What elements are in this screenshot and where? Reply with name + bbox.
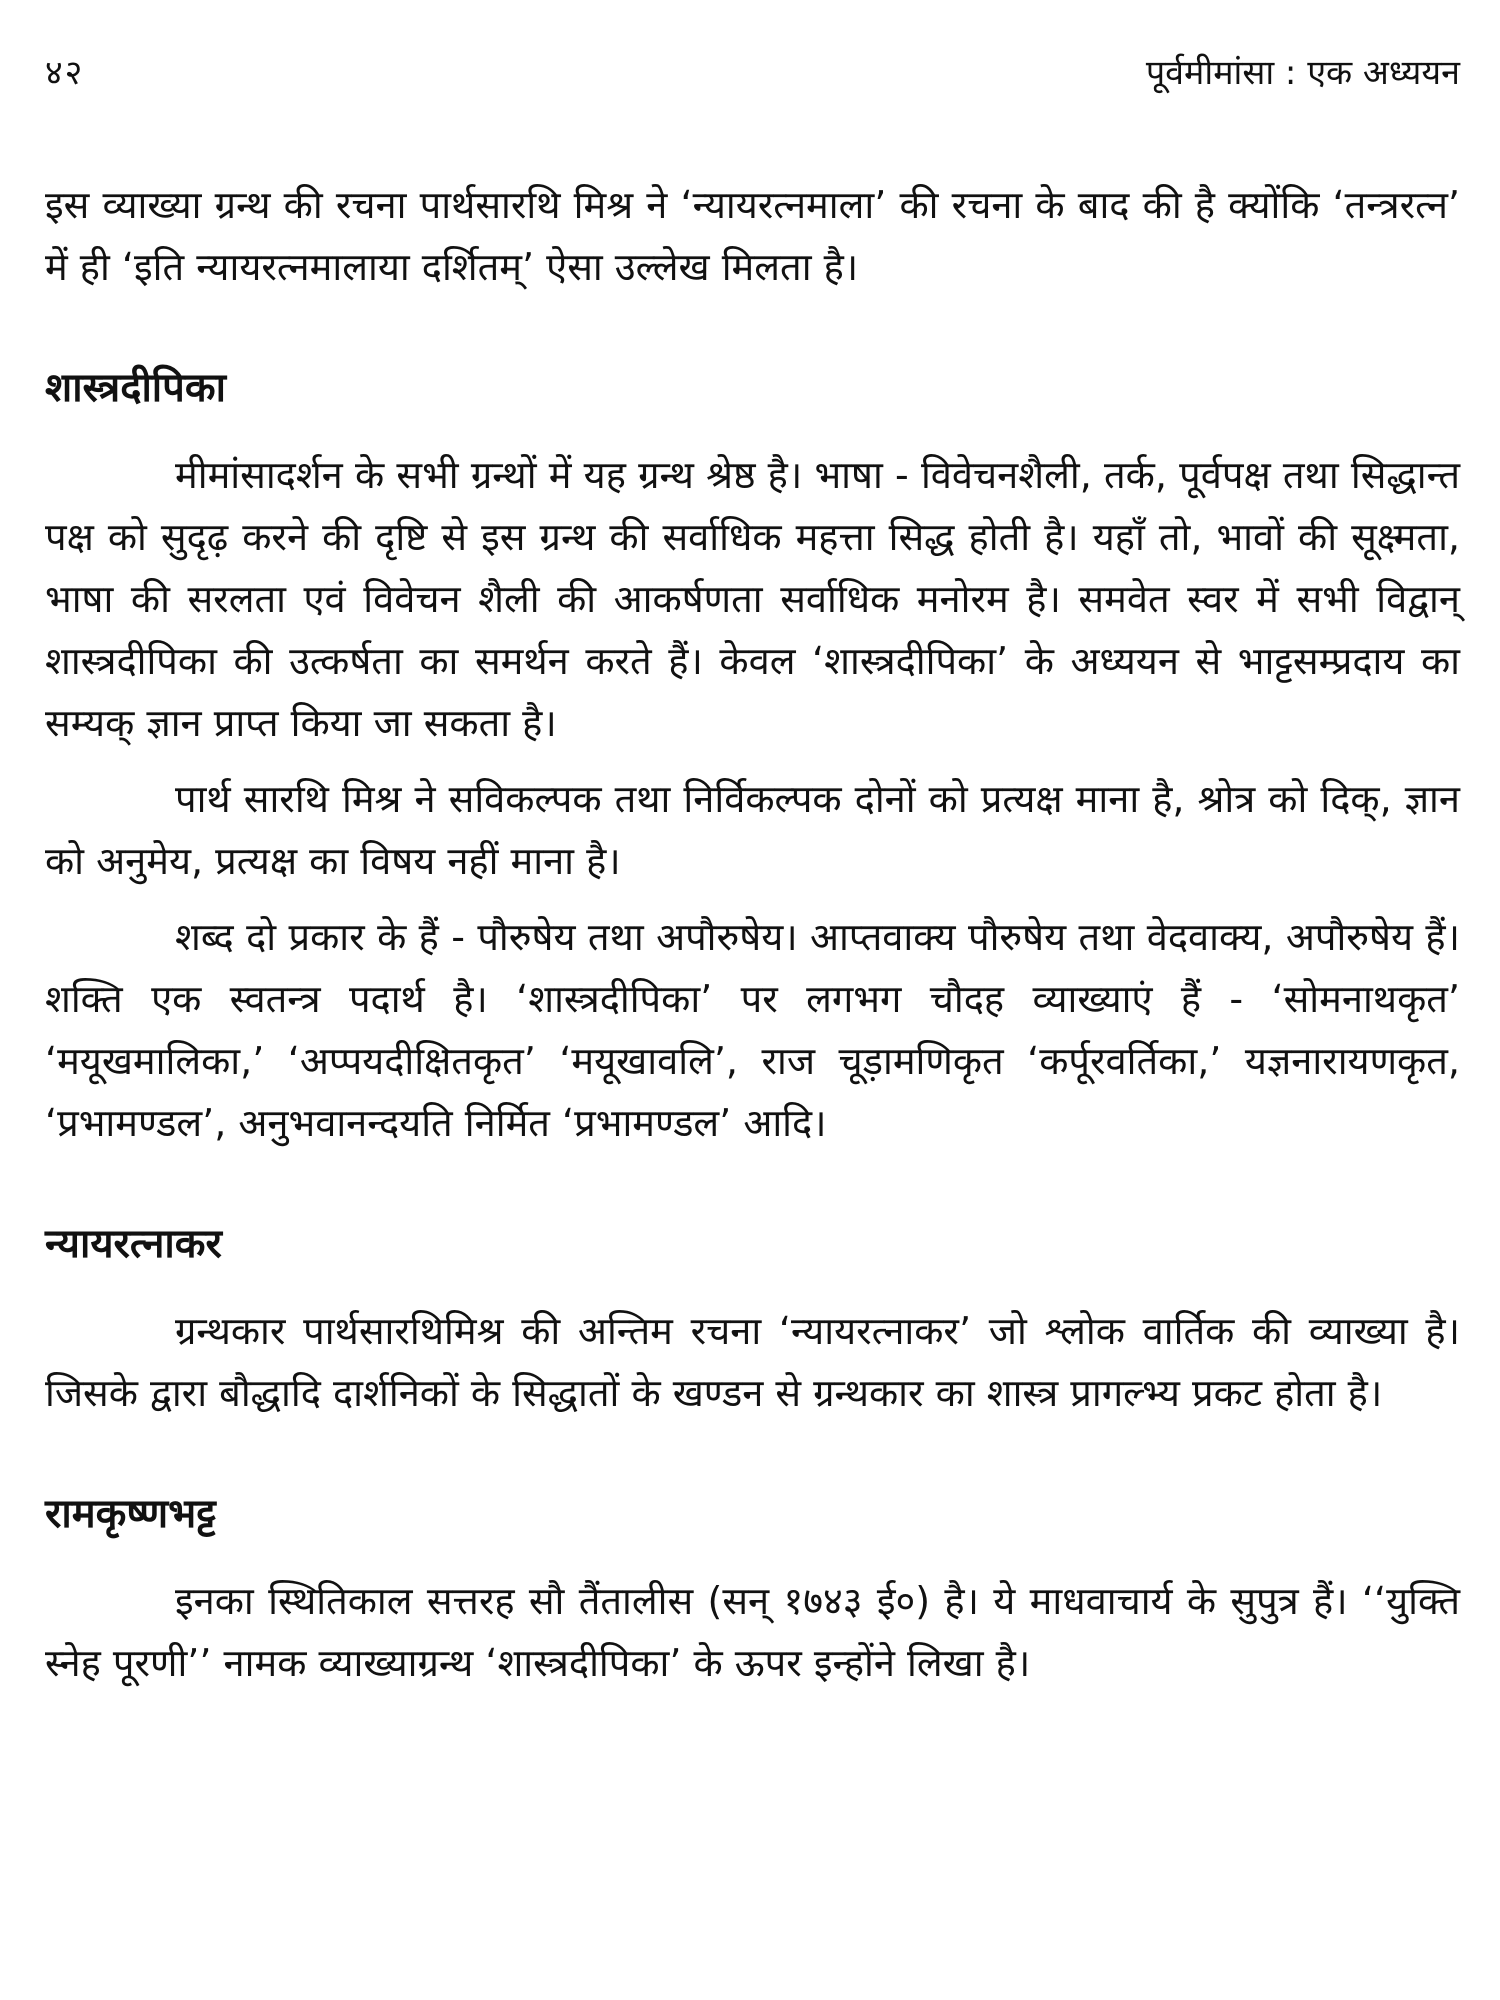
body-paragraph: शब्द दो प्रकार के हैं - पौरुषेय तथा अपौरुषेय। आप्तवाक्य पौरुषेय तथा वेदवाक्य, अपौरुषेय हैं। शक्ति एक स्वतन्त्र पदार्थ है। ‘शास्त्रदीपिका’ पर लगभग चौदह व्याख्याएं हैं - ‘सोमनाथकृत’ ‘मयूखमालिका,’ ‘अप्पयदीक्षितकृत’ ‘मयूखावलि’, राज चूड़ामणिकृत ‘कर्पूरवर्तिका,’ यज्ञनारायणकृत, ‘प्रभामण्डल’, अनुभवानन्दयति निर्मित ‘प्रभामण्डल’ आदि। [45, 915, 1460, 1145]
intro-paragraph: इस व्याख्या ग्रन्थ की रचना पार्थसारथि मिश्र ने ‘न्यायरत्नमाला’ की रचना के बाद की है क्योंकि ‘तन्त्ररत्न’ में ही ‘इति न्यायरत्नमालाया दर्शितम्’ ऐसा उल्लेख मिलता है। [45, 183, 1460, 289]
running-title: पूर्वमीमांसा : एक अध्ययन [1145, 53, 1460, 93]
body-paragraph: पार्थ सारथि मिश्र ने सविकल्पक तथा निर्विकल्पक दोनों को प्रत्यक्ष माना है, श्रोत्र को दिक्, ज्ञान को अनुमेय, प्रत्यक्ष का विषय नहीं माना है। [45, 777, 1460, 883]
body-paragraph: ग्रन्थकार पार्थसारथिमिश्र की अन्तिम रचना ‘न्यायरत्नाकर’ जो श्लोक वार्तिक की व्याख्या है। जिसके द्वारा बौद्धादि दार्शनिकों के सिद्धातों के खण्डन से ग्रन्थकार का शास्त्र प्रागल्भ्य प्रकट होता है। [45, 1309, 1460, 1415]
body-paragraph: मीमांसादर्शन के सभी ग्रन्थों में यह ग्रन्थ श्रेष्ठ है। भाषा - विवेचनशैली, तर्क, पूर्वपक्ष तथा सिद्धान्त पक्ष को सुदृढ़ करने की दृष्टि से इस ग्रन्थ की सर्वाधिक महत्ता सिद्ध होती है। यहाँ तो, भावों की सूक्ष्मता, भाषा की सरलता एवं विवेचन शैली की आकर्षणता सर्वाधिक मनोरम है। समवेत स्वर में सभी विद्वान् शास्त्रदीपिका की उत्कर्षता का समर्थन करते हैं। केवल ‘शास्त्रदीपिका’ के अध्ययन से भाट्टसम्प्रदाय का सम्यक् ज्ञान प्राप्त किया जा सकता है। [45, 453, 1460, 745]
running-header [45, 40, 1460, 110]
section-shastradipika [45, 360, 1460, 1154]
section-heading: रामकृष्णभट्ट [45, 1491, 216, 1537]
section-heading: शास्त्रदीपिका [45, 365, 226, 411]
section-ramakrishnabhatta [45, 1486, 1460, 1694]
body-paragraph: इनका स्थितिकाल सत्तरह सौ तैंतालीस (सन् १७४३ ई०) है। ये माधवाचार्य के सुपुत्र हैं। ‘‘युक्ति स्नेह पूरणी’’ नामक व्याख्याग्रन्थ ‘शास्त्रदीपिका’ के ऊपर इन्होंने लिखा है। [45, 1579, 1460, 1685]
page-number: ४२ [45, 53, 85, 93]
section-heading: न्यायरत्नाकर [45, 1221, 222, 1267]
section-nyayaratnakar [45, 1216, 1460, 1424]
